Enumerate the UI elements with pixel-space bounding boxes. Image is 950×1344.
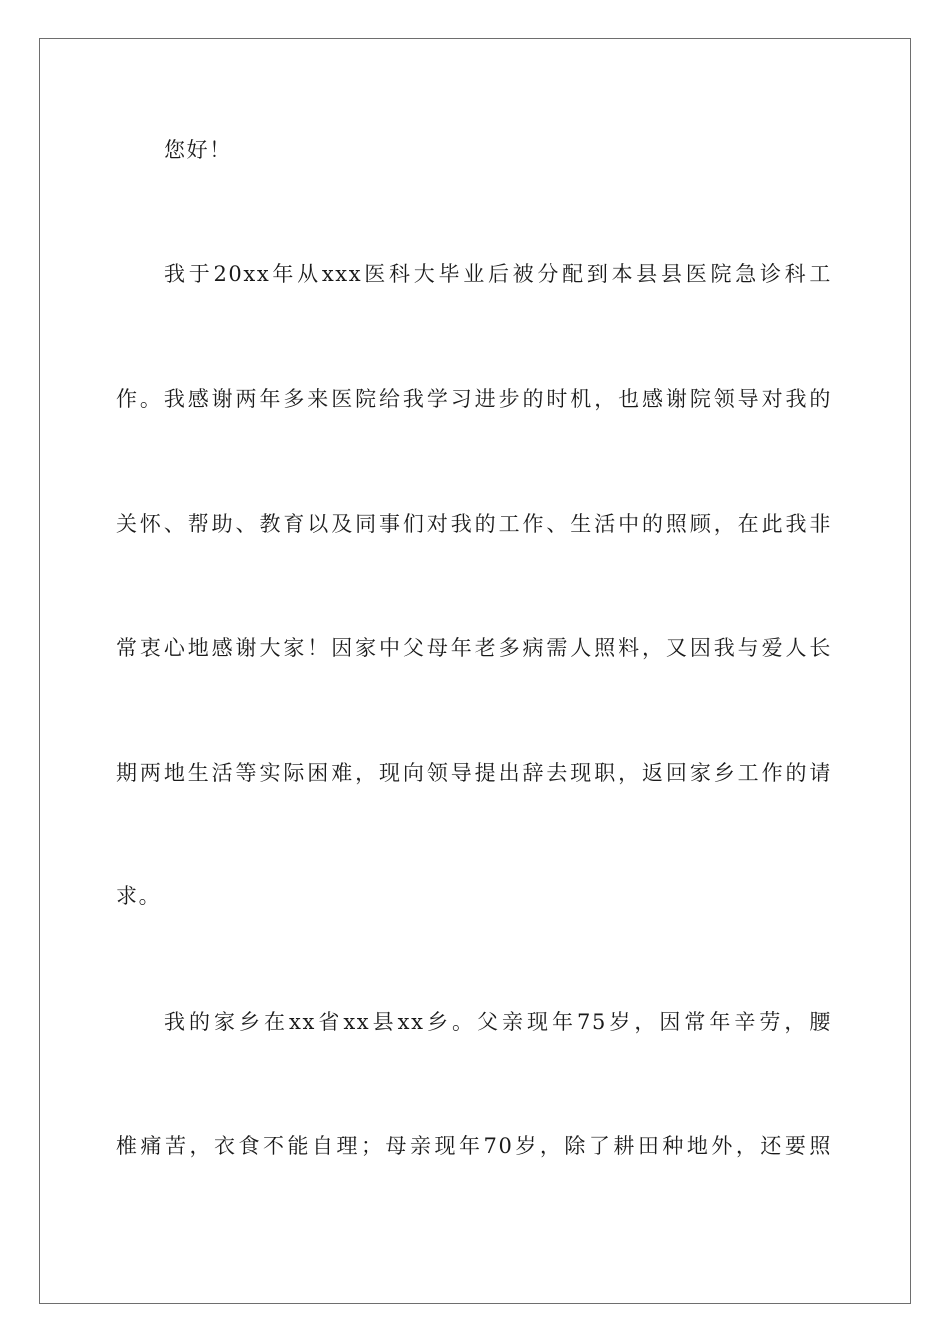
paragraph-1-line-3: 关怀、帮助、教育以及同事们对我的工作、生活中的照顾，在此我非 bbox=[116, 512, 832, 536]
paragraph-1-line-1: 我于20xx年从xxx医科大毕业后被分配到本县县医院急诊科工 bbox=[164, 262, 832, 286]
paragraph-1-line-5: 期两地生活等实际困难，现向领导提出辞去现职，返回家乡工作的请 bbox=[116, 761, 832, 785]
paragraph-1-line-2: 作。我感谢两年多来医院给我学习进步的时机，也感谢院领导对我的 bbox=[116, 387, 832, 411]
paragraph-2-line-2: 椎痛苦，衣食不能自理；母亲现年70岁，除了耕田种地外，还要照 bbox=[116, 1134, 832, 1158]
paragraph-1-line-6: 求。 bbox=[116, 884, 162, 908]
page-border bbox=[39, 38, 911, 1304]
greeting-line: 您好！ bbox=[164, 138, 232, 162]
paragraph-2-line-1: 我的家乡在xx省xx县xx乡。父亲现年75岁，因常年辛劳，腰 bbox=[164, 1010, 832, 1034]
paragraph-1-line-4: 常衷心地感谢大家！因家中父母年老多病需人照料，又因我与爱人长 bbox=[116, 636, 832, 660]
